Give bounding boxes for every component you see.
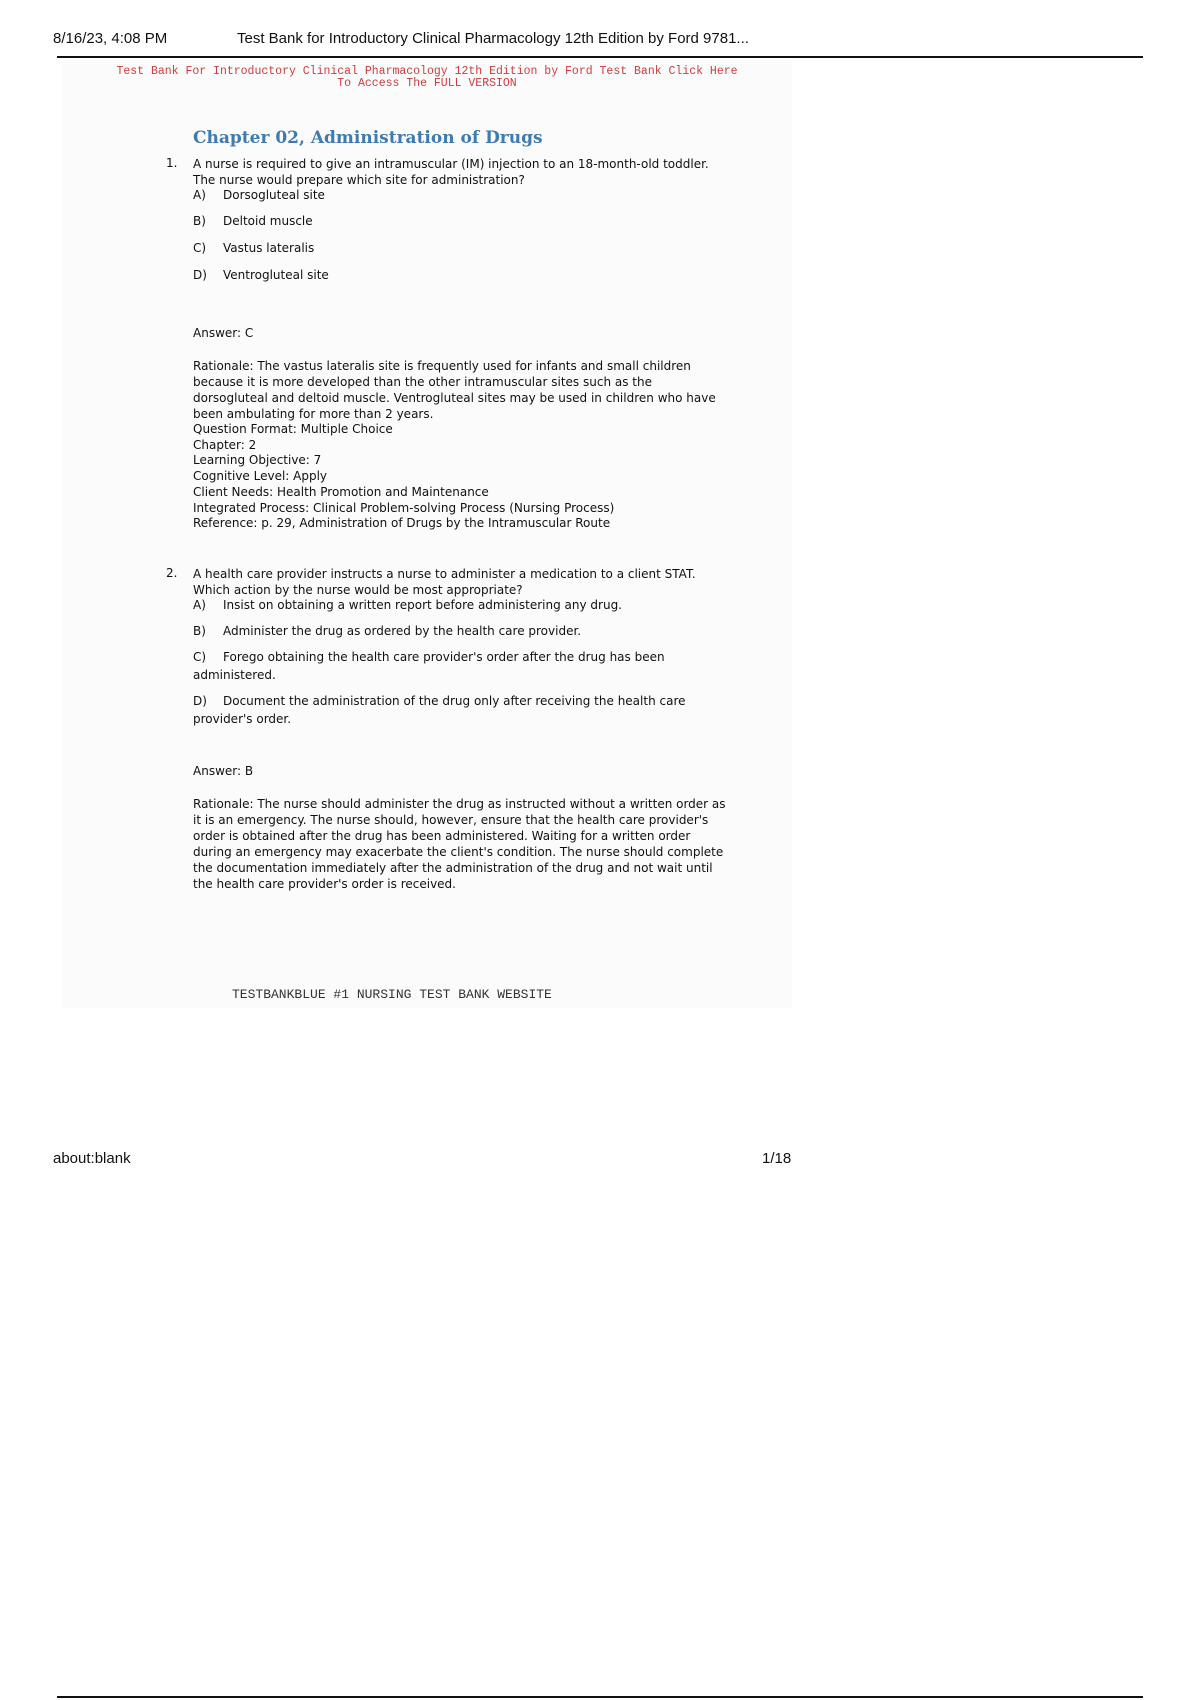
meta-objective: Learning Objective: 7: [193, 453, 322, 468]
question-metadata: [193, 422, 728, 532]
chapter-title: Chapter 02, Administration of Drugs: [193, 128, 543, 148]
option-text: Document the administration of the drug only after receiving the health care provider's order.: [193, 694, 686, 726]
option-letter: D): [193, 268, 207, 282]
rationale-text: Rationale: The nurse should administer the drug as instructed without a written order as it is an emergency. The nurse should, however, ensure that the health care provider's order is obtained after the drug has been administered. Waiting for a written order during an emergency may exacerbate the client's condition. The nurse should complete the documentation immediately after the administration of the drug and not wait until the health care provider's order is received.: [193, 797, 726, 891]
option-text: Vastus lateralis: [223, 241, 315, 255]
question-stem: A health care provider instructs a nurse to administer a medication to a client STAT. Which action by the nurse would be most appropriate?: [193, 567, 696, 597]
option-b: [193, 212, 723, 230]
bottom-divider: [57, 1696, 1143, 1698]
option-letter: C): [193, 650, 207, 664]
meta-cognitive-level: Cognitive Level: Apply: [193, 469, 328, 484]
meta-chapter: Chapter: 2: [193, 437, 257, 452]
promo-line-2[interactable]: To Access The FULL VERSION: [337, 77, 517, 90]
print-footer-url: about:blank: [53, 1150, 131, 1167]
question-number: 2.: [166, 566, 178, 580]
option-letter: A): [193, 188, 206, 202]
option-letter: A): [193, 598, 206, 612]
question-stem: A nurse is required to give an intramuscular (IM) injection to an 18-month-old toddler. The nurse would prepare which site for administration?: [193, 157, 709, 187]
answer-label: Answer: B: [193, 764, 254, 778]
rationale-text: Rationale: The vastus lateralis site is frequently used for infants and small children because it is more developed than the other intramuscular sites such as the dorsogluteal and deltoid muscle. Ventrogluteal sites may be used in children who have been ambulating for more than 2 years.: [193, 359, 716, 421]
option-text: Dorsogluteal site: [223, 188, 325, 202]
meta-client-needs: Client Needs: Health Promotion and Maintenance: [193, 484, 489, 499]
option-letter: C): [193, 241, 207, 255]
option-d: [193, 692, 723, 728]
document-page: [62, 62, 792, 1008]
option-b: [193, 622, 723, 640]
option-letter: B): [193, 214, 206, 228]
promo-line-1[interactable]: Test Bank For Introductory Clinical Pharmacology 12th Edition by Ford Test Bank Click Here: [116, 65, 738, 78]
print-footer-page: 1/18: [762, 1150, 792, 1167]
option-c: [193, 239, 723, 257]
meta-format: Question Format: Multiple Choice: [193, 422, 393, 436]
answer-label: Answer: C: [193, 326, 254, 340]
print-date: 8/16/23, 4:08 PM: [53, 30, 168, 47]
option-text: Administer the drug as ordered by the health care provider.: [223, 624, 582, 638]
option-letter: B): [193, 624, 206, 638]
print-page-title: Test Bank for Introductory Clinical Pharmacology 12th Edition by Ford 9781...: [237, 30, 749, 47]
meta-integrated-process: Integrated Process: Clinical Problem-solving Process (Nursing Process): [193, 500, 615, 515]
footer-brand: TESTBANKBLUE #1 NURSING TEST BANK WEBSITE: [232, 987, 552, 1002]
option-text: Ventrogluteal site: [223, 268, 329, 282]
meta-reference: Reference: p. 29, Administration of Drugs by the Intramuscular Route: [193, 516, 611, 531]
option-text: Deltoid muscle: [223, 214, 313, 228]
header-divider: [57, 56, 1143, 58]
option-a: [193, 186, 723, 204]
option-text: Forego obtaining the health care provider's order after the drug has been administered.: [193, 650, 665, 682]
option-a: [193, 596, 723, 614]
option-text: Insist on obtaining a written report before administering any drug.: [223, 598, 622, 612]
question-number: 1.: [166, 156, 178, 170]
option-letter: D): [193, 694, 207, 708]
option-c: [193, 648, 723, 684]
option-d: [193, 266, 723, 284]
promo-link[interactable]: [62, 66, 792, 90]
